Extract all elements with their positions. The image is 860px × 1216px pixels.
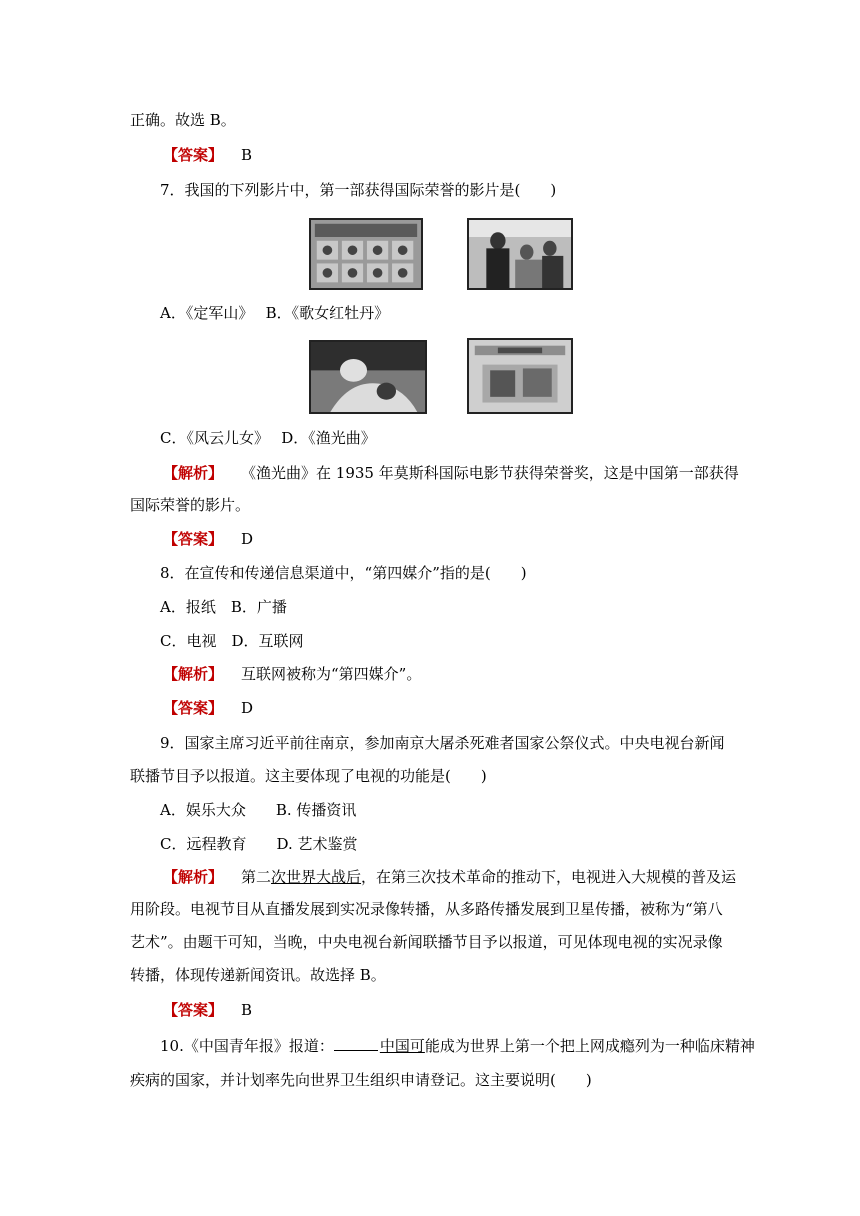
answer-value: D bbox=[241, 530, 254, 548]
answer-value: B bbox=[241, 146, 253, 164]
question-9-line-2: 联播节目予以报道。这主要体现了电视的功能是( ) bbox=[130, 767, 487, 785]
question-text: 能成为世界上第一个把上网成瘾列为一种临床精神 bbox=[424, 1037, 755, 1055]
options-9-ab: A．娱乐大众 B. 传播资讯 bbox=[160, 801, 357, 819]
underlined-text: 中国可 bbox=[379, 1037, 425, 1055]
analysis-8 bbox=[163, 664, 421, 684]
answer-label: 【答案】 bbox=[163, 530, 224, 548]
film-image-b bbox=[467, 218, 573, 290]
analysis-9-line-2: 用阶段。电视节目从直播发展到实况录像转播，从多路传播发展到卫星传播，被称为“第八 bbox=[130, 900, 723, 918]
options-8-cd: C．电视 D．互联网 bbox=[160, 632, 304, 650]
options-7-cd: C．《风云儿女》 D．《渔光曲》 bbox=[160, 429, 376, 447]
question-text: 10.《中国青年报》报道： bbox=[160, 1037, 334, 1055]
analysis-7-line-2: 国际荣誉的影片。 bbox=[130, 496, 251, 514]
film-image-c bbox=[309, 340, 427, 414]
answer-value: B bbox=[241, 1001, 253, 1019]
analysis-7-line-1 bbox=[163, 463, 739, 483]
analysis-text: 《渔光曲》在 1935 年莫斯科国际电影节获得荣誉奖，这是中国第一部获得 bbox=[241, 464, 739, 482]
answer-line-9 bbox=[163, 1000, 252, 1020]
options-7-ab: A．《定军山》 B．《歌女红牡丹》 bbox=[160, 304, 390, 322]
options-8-ab: A．报纸 B．广播 bbox=[160, 598, 287, 616]
analysis-9-line-1 bbox=[163, 867, 736, 887]
question-8: 8．在宣传和传递信息渠道中，“第四媒介”指的是( ) bbox=[160, 564, 527, 582]
analysis-text: ，在第三次技术革命的推动下，电视进入大规模的普及运 bbox=[361, 868, 737, 886]
answer-label: 【答案】 bbox=[163, 1001, 224, 1019]
answer-value: D bbox=[241, 699, 254, 717]
options-9-cd: C．远程教育 D. 艺术鉴赏 bbox=[160, 835, 358, 853]
answer-line-7 bbox=[163, 529, 253, 549]
analysis-text: 第二 bbox=[241, 868, 272, 886]
question-7: 7．我国的下列影片中，第一部获得国际荣誉的影片是( ) bbox=[160, 181, 557, 199]
fill-blank bbox=[334, 1036, 378, 1051]
answer-line-6 bbox=[163, 145, 252, 165]
text-line: 正确。故选 B。 bbox=[130, 111, 236, 129]
underlined-text: 次世界大战后 bbox=[271, 868, 362, 886]
question-10-line-1 bbox=[160, 1036, 755, 1056]
question-10-line-2: 疾病的国家，并计划率先向世界卫生组织申请登记。这主要说明( ) bbox=[130, 1071, 592, 1089]
analysis-label: 【解析】 bbox=[163, 464, 224, 482]
answer-label: 【答案】 bbox=[163, 146, 224, 164]
analysis-9-line-4: 转播，体现传递新闻资讯。故选择 B。 bbox=[130, 966, 386, 984]
answer-label: 【答案】 bbox=[163, 699, 224, 717]
analysis-label: 【解析】 bbox=[163, 868, 224, 886]
film-image-a bbox=[309, 218, 423, 290]
analysis-9-line-3: 艺术”。由题干可知，当晚，中央电视台新闻联播节目予以报道，可见体现电视的实况录像 bbox=[130, 933, 723, 951]
question-9-line-1: 9．国家主席习近平前往南京，参加南京大屠杀死难者国家公祭仪式。中央电视台新闻 bbox=[160, 734, 725, 752]
answer-line-8 bbox=[163, 698, 253, 718]
analysis-text: 互联网被称为“第四媒介”。 bbox=[241, 665, 422, 683]
film-image-d bbox=[467, 338, 573, 414]
analysis-label: 【解析】 bbox=[163, 665, 224, 683]
